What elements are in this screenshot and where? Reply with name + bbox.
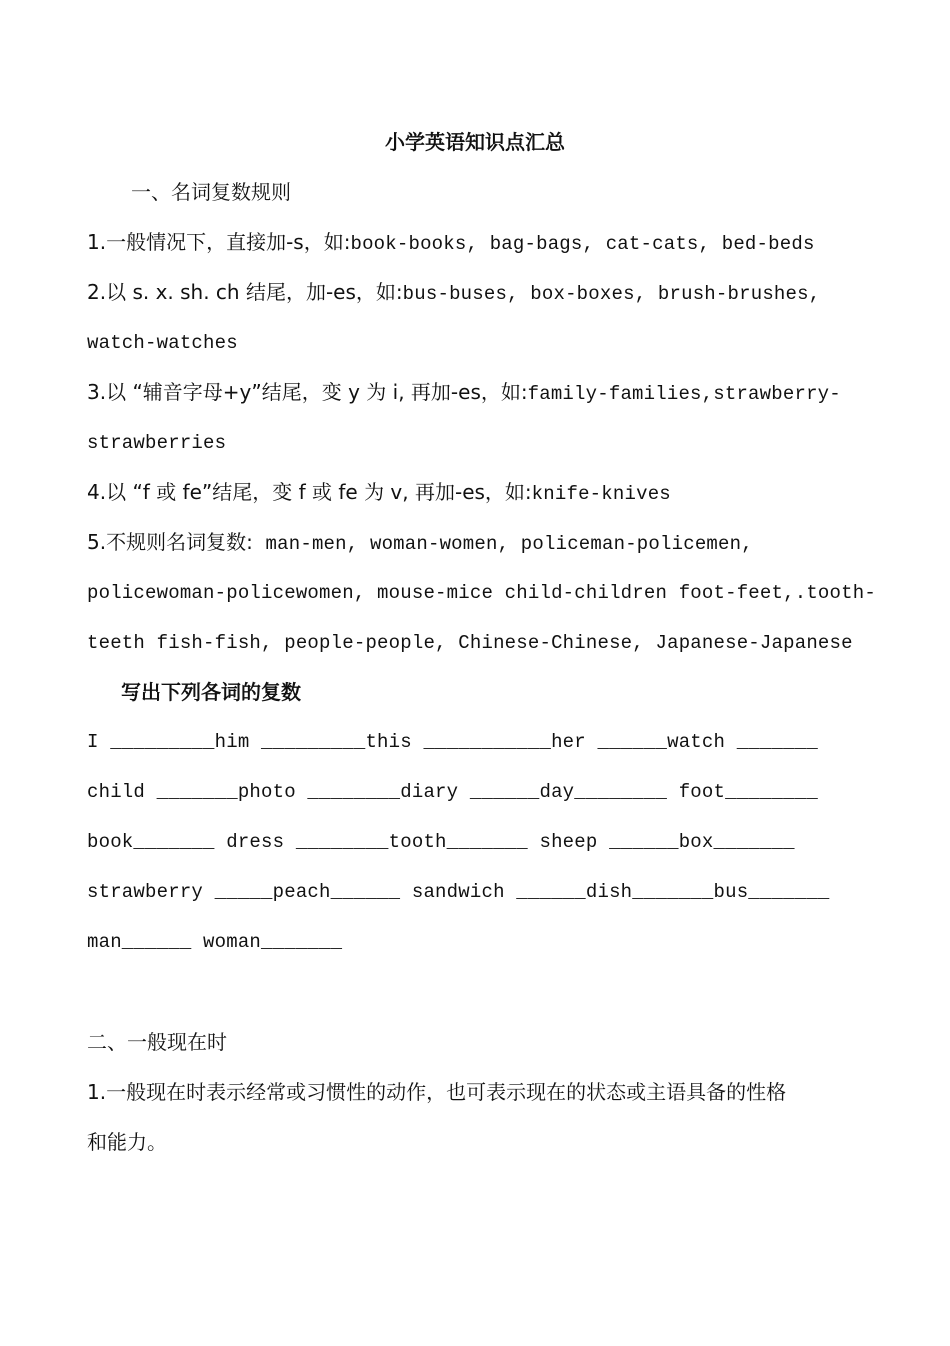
- rule-5-continued-1-examples: policewoman-policewomen, mouse-mice child-children foot-feet,.tooth-: [87, 582, 876, 604]
- rule-5-prefix: 5.不规则名词复数:: [87, 530, 266, 554]
- rule-2-continued-examples: watch-watches: [87, 332, 238, 354]
- rule-1-prefix: 1.一般情况下，直接加-s，如:: [87, 230, 351, 254]
- section2-paragraph-line-1: 1.一般现在时表示经常或习惯性的动作，也可表示现在的状态或主语具备的性格: [87, 1080, 787, 1104]
- rule-2-examples: bus-buses, box-boxes, brush-brushes,: [402, 283, 821, 305]
- rule-5-continued-2-examples: teeth fish-fish, people-people, Chinese-Chinese, Japanese-Japanese: [87, 632, 853, 654]
- rule-4-examples: knife-knives: [531, 483, 671, 505]
- rule-5: [87, 529, 753, 557]
- rule-3-continued: [87, 429, 226, 456]
- exercise-line-4: strawberry _____peach______ sandwich ______dish_______bus_______: [87, 881, 830, 903]
- rule-1: [87, 229, 815, 257]
- rule-5-continued-2: [87, 629, 853, 656]
- rule-3-examples: family-families,strawberry-: [527, 383, 841, 405]
- rule-1-examples: book-books, bag-bags, cat-cats, bed-beds: [350, 233, 815, 255]
- document-title: 小学英语知识点汇总: [385, 130, 565, 154]
- section1-heading: 一、名词复数规则: [131, 180, 291, 204]
- exercise-line-2: child _______photo ________diary ______day________ foot________: [87, 781, 818, 803]
- rule-4: [87, 479, 671, 507]
- exercise-line-5: man______ woman_______: [87, 931, 343, 953]
- rule-2: [87, 279, 820, 307]
- section2-paragraph-line-2: 和能力。: [87, 1130, 167, 1154]
- rule-2-continued: [87, 329, 238, 356]
- rule-4-prefix: 4.以 “f 或 fe”结尾，变 f 或 fe 为 v, 再加-es，如:: [87, 480, 532, 504]
- rule-3: [87, 379, 841, 407]
- rule-5-continued-1: [87, 579, 876, 606]
- section2-heading: 二、一般现在时: [87, 1030, 227, 1054]
- exercise-line-1: I _________him _________this ___________her ______watch _______: [87, 731, 818, 753]
- rule-3-continued-examples: strawberries: [87, 432, 227, 454]
- rule-2-prefix: 2.以 s. x. sh. ch 结尾，加-es，如:: [87, 280, 403, 304]
- rule-5-examples: man-men, woman-women, policeman-policemen,: [265, 533, 753, 555]
- exercise-heading: 写出下列各词的复数: [121, 680, 301, 704]
- exercise-line-3: book_______ dress ________tooth_______ sheep ______box_______: [87, 831, 795, 853]
- rule-3-prefix: 3.以 “辅音字母+y”结尾，变 y 为 i, 再加-es，如:: [87, 380, 528, 404]
